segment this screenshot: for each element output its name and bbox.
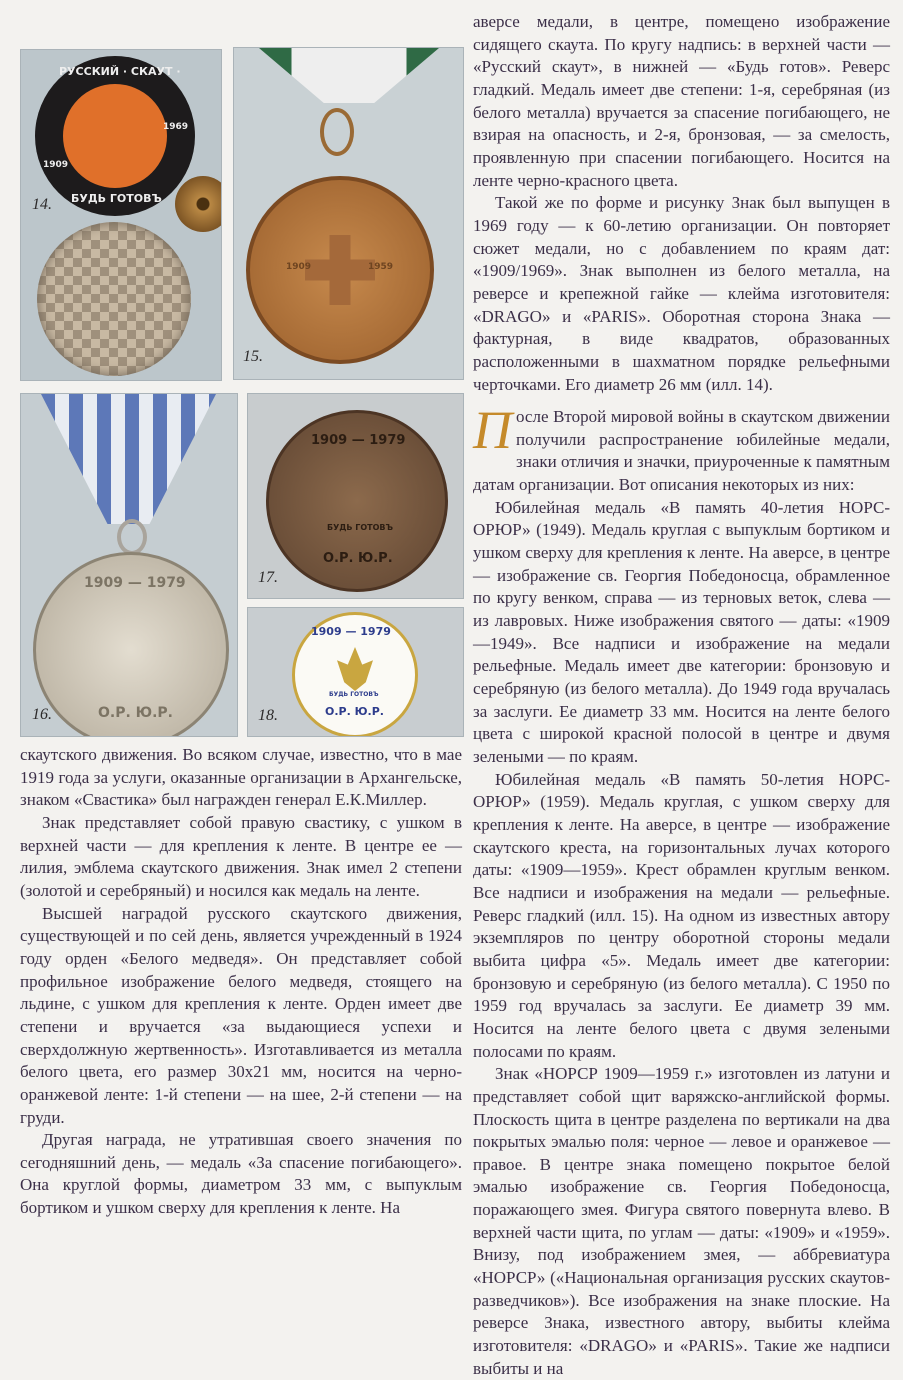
paragraph: Знак «НОРСР 1909—1959 г.» изготовлен из латуни и представляет собой щит варяжско-английской формы. Плоскость щита в центре разделена по вертикали на два покрытых эмалью поля: черное — левое и оранжевое — правое. В центре знака помещено покрытое белой эмалью изображение св. Георгия Победоносца, поражающего змея. Фигура святого повернута влево. В верхней части щита, по углам — даты: «1909» и «1959». Внизу, под изображением змея, — аббревиатура «НОРСР» («Национальная организация русских скаутов-разведчиков»). Все изображения на знаке плоские. На реверсе Знака, известного автору, выбиты клейма изготовителя: «DRAGO» и «PARIS». Такие же надписи выбиты и на xyxy=(473,1064,890,1378)
drop-cap: П xyxy=(473,400,512,461)
medal-org: О.Р. Ю.Р. xyxy=(98,705,174,721)
figure-caption: 18. xyxy=(258,707,278,724)
green-white-ribbon xyxy=(259,48,439,103)
figure-17-photo xyxy=(247,393,464,599)
medal-ring xyxy=(117,519,147,555)
scout-badge-obverse xyxy=(35,56,195,216)
badge-text-top: РУССКИЙ · СКАУТ · xyxy=(59,65,181,78)
medal-years: 1909 — 1979 xyxy=(311,433,406,448)
bronze-medal-1979 xyxy=(266,410,448,592)
figure-caption: 16. xyxy=(32,706,52,723)
badge-motto: БУДЬ ГОТОВЪ xyxy=(329,691,379,698)
figure-16-photo xyxy=(20,393,238,737)
section-intro-paragraph xyxy=(473,400,890,497)
bronze-medal-1959 xyxy=(246,176,434,364)
paragraph: Другая награда, не утратившая своего значения по сегодняшний день, — медаль «За спасение погибающего». Она круглой формы, диаметром 33 мм, с выпуклым бортиком и ушком сверху для крепления к ленте. На xyxy=(20,1130,462,1218)
right-text-column xyxy=(473,11,890,1380)
enamel-badge-1979 xyxy=(292,612,418,737)
badge-nut xyxy=(175,176,222,232)
medal-motto: БУДЬ ГОТОВЪ xyxy=(327,523,394,532)
figure-caption: 17. xyxy=(258,569,278,586)
medal-ring xyxy=(320,108,354,156)
paragraph-text: осле Второй мировой войны в скаутском движении получили распространение юбилейные медали, знаки отличия и значки, приуроченные к памятным датам организации. Вот описания некоторых из них: xyxy=(473,407,890,495)
paragraph: Юбилейная медаль «В память 40-летия НОРС-ОРЮР» (1949). Медаль круглая с выпуклым бортиком и ушком сверху для крепления к ленте. На аверсе, в центре — изображение св. Георгия Победоносца, обрамленное по кругу венком, справа — из терновых веток, слева — из лавровых. Ниже изображения святого — даты: «1909—1949». Все надписи и изображение на медали рельефные. Медаль имеет две категории: бронзовую и серебряную (из белого металла). До 1949 года вручалась за заслуги. Ее диаметр 33 мм. Носится на ленте белого цвета с широкой красной полосой в центре и двумя зелеными — по краям. xyxy=(473,497,890,766)
paragraph: скаутского движения. Во всяком случае, известно, что в мае 1919 года за услуги, оказанные организации в Архангельске, знаком «Свастика» был награжден генерал Е.К.Миллер. xyxy=(20,745,462,810)
figure-15-photo xyxy=(233,47,464,380)
medal-year-right: 1959 xyxy=(368,262,394,272)
blue-white-ribbon xyxy=(41,394,216,524)
badge-year-left: 1909 xyxy=(43,160,69,170)
badge-years: 1909 — 1979 xyxy=(311,625,391,638)
figure-14-photo xyxy=(20,49,222,381)
paragraph: Такой же по форме и рисунку Знак был выпущен в 1969 году — к 60-летию организации. Он повторяет сюжет медали, но с добавлением по краям дат: «1909/1969». Знак выполнен из белого металла, на реверсе и крепежной гайке — клейма изготовителя: «DRAGO» и «PARIS». Оборотная сторона Знака — фактурная, в виде квадратов, образованных расположенными в шахматном порядке рельефными черточками. Его диаметр 26 мм (илл. 14). xyxy=(473,193,890,394)
figure-caption: 14. xyxy=(32,196,52,213)
paragraph: аверсе медали, в центре, помещено изображение сидящего скаута. По кругу надпись: в верхней части — «Русский скаут», в нижней — «Будь готов». Реверс гладкий. Медаль имеет две степени: 1-я, серебряная (из белого металла) вручается за спасение погибающего, не взирая на опасность, и 2-я, бронзовая, — за смелость, проявленную при спасении погибающего. Носится на ленте черно-красного цвета. xyxy=(473,12,890,190)
paragraph: Юбилейная медаль «В память 50-летия НОРС-ОРЮР» (1959). Медаль круглая, с ушком сверху для крепления к ленте. На аверсе, в центре — изображение скаутского креста, на горизонтальных лучах которого даты: «1909—1959». Крест обрамлен круглым венком. Все надписи и изображения на медали — рельефные. Реверс гладкий (илл. 15). На одном из известных автору экземпляров по центру оборотной стороны медали выбита цифра «5». Медаль имеет две категории: бронзовую и серебряную (из белого металла). С 1950 по 1959 год вручалась за заслуги. Ее диаметр 39 мм. Носится на ленте белого цвета с двумя зелеными полосами по краям. xyxy=(473,769,890,1061)
badge-year-right: 1969 xyxy=(163,122,189,132)
badge-text-bottom: БУДЬ ГОТОВЪ xyxy=(71,192,162,205)
figure-caption: 15. xyxy=(243,348,263,365)
paragraph: Знак представляет собой правую свастику, с ушком в верхней части — для крепления к ленте. В центре ее — лилия, эмблема скаутского движения. Знак имел 2 степени (золотой и серебряный) и носился как медаль на ленте. xyxy=(20,812,462,900)
scout-badge-reverse xyxy=(37,222,191,376)
medal-year-left: 1909 xyxy=(286,262,312,272)
figure-18-photo xyxy=(247,607,464,737)
badge-org: О.Р. Ю.Р. xyxy=(325,705,384,718)
medal-years: 1909 — 1979 xyxy=(84,575,186,591)
medal-org: О.Р. Ю.Р. xyxy=(323,551,393,566)
silver-medal-1979 xyxy=(33,552,229,737)
paragraph: Высшей наградой русского скаутского движения, существующей и по сей день, является учрежденный в 1924 году орден «Белого медведя». Он представляет собой профильное изображение белого медведя, стоящего на льдине, с ушком для крепления к ленте. Орден имеет две степени и вручается «за выдающиеся успехи и сверхдолжную жертвенность». Изготавливается из металла белого цвета, его размер 30х21 мм, носится на черно-оранжевой ленте: 1-й степени — на шее, 2-й степени — на груди. xyxy=(20,903,462,1127)
left-text-column xyxy=(20,744,462,1220)
